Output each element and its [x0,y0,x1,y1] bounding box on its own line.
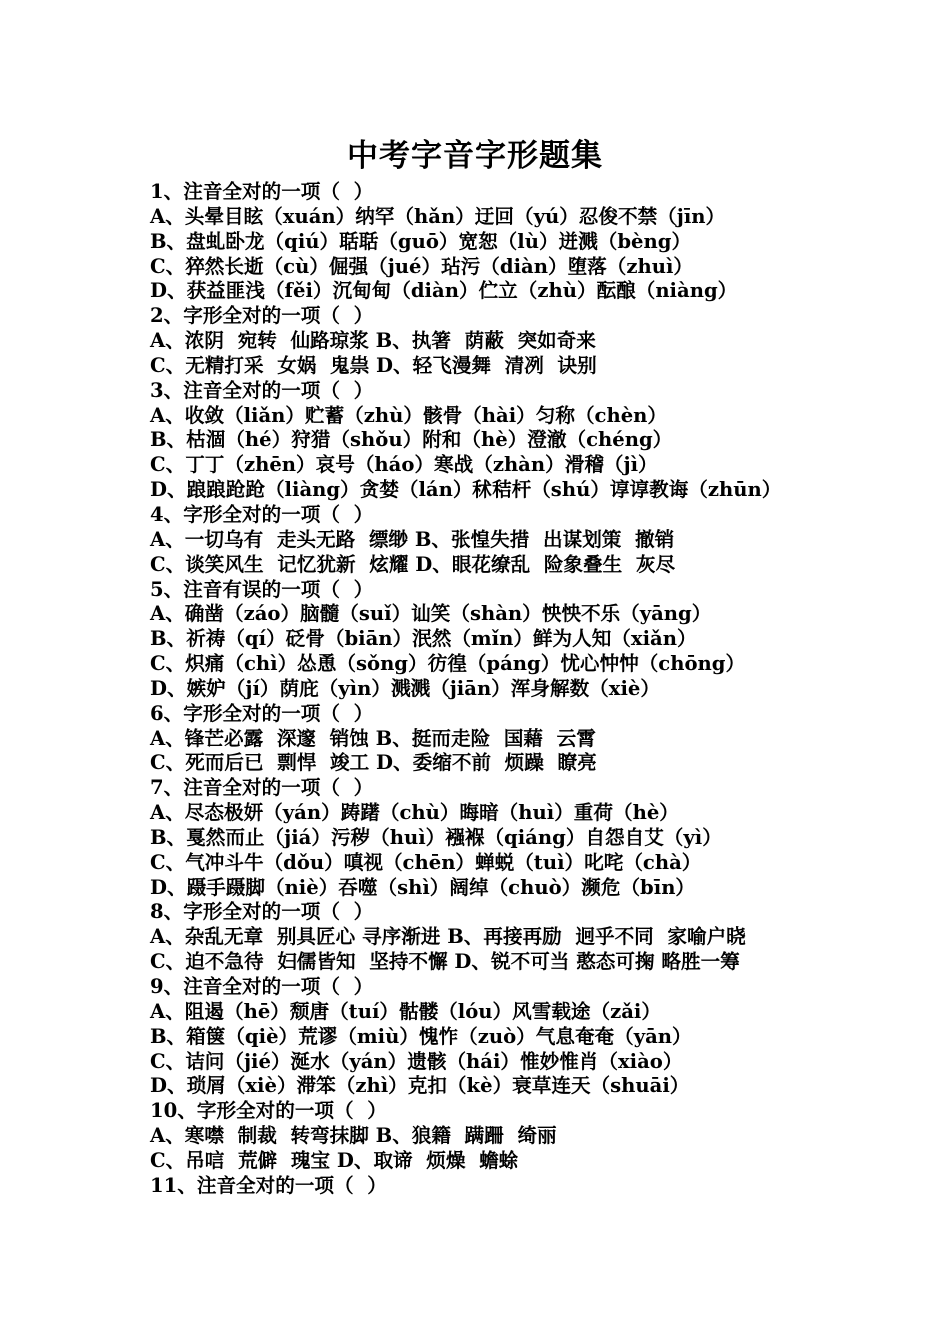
question-line: 4、字形全对的一项（ ） [150,502,374,526]
question-line: B、戛然而止（jiá）污秽（huì）襁褓（qiáng）自怨自艾（yì） [150,825,722,849]
question-line: D、获益匪浅（fěi）沉甸甸（diàn）伫立（zhù）酝酿（niàng） [150,279,738,303]
question-line: 2、字形全对的一项（ ） [150,304,374,328]
question-line: A、收敛（liǎn）贮蓄（zhù）骸骨（hài）匀称（chèn） [150,403,668,427]
question-line: C、丁丁（zhēn）哀号（háo）寒战（zhàn）滑稽（jì） [150,453,658,477]
question-line: 5、注音有误的一项（ ） [150,577,374,601]
question-line: C、死而后已 剽悍 竣工 D、委缩不前 烦躁 瞭亮 [150,751,597,775]
question-line: C、猝然长逝（cù）倔强（jué）玷污（diàn）堕落（zhuì） [150,254,693,278]
question-line: B、盘虬卧龙（qiú）聒聒（guō）宽恕（lù）迸溅（bèng） [150,229,692,253]
question-line: C、迫不急待 妇儒皆知 坚持不懈 D、锐不可当 憨态可掬 略胜一筹 [150,950,740,974]
question-line: 9、注音全对的一项（ ） [150,975,374,998]
question-line: B、箱箧（qiè）荒谬（miù）愧怍（zuò）气息奄奄（yān） [150,1024,692,1048]
question-line: 8、字形全对的一项（ ） [150,900,374,924]
question-line: A、杂乱无章 别具匠心 寻序渐进 B、再接再励 迥乎不同 家喻户晓 [150,925,746,949]
question-line: 7、注音全对的一项（ ） [150,776,374,800]
question-line: 3、注音全对的一项（ ） [150,378,374,402]
question-line: 11、注音全对的一项（ ） [150,1173,387,1197]
question-line: D、蹑手蹑脚（niè）吞噬（shì）阔绰（chuò）濒危（bīn） [150,875,696,899]
question-line: C、炽痛（chì）怂恿（sǒng）彷徨（páng）忧心忡忡（chōng） [150,652,746,676]
question-line: B、祈祷（qí）砭骨（biān）泯然（mǐn）鲜为人知（xiǎn） [150,627,697,651]
question-list [150,180,940,1199]
question-line: C、谈笑风生 记忆犹新 炫耀 D、眼花缭乱 险象叠生 灰尽 [150,552,676,576]
question-line: D、踉踉跄跄（liàng）贪婪（lán）秫秸杆（shú）谆谆教诲（zhūn） [150,478,782,502]
question-line: A、确凿（záo）脑髓（suǐ）讪笑（shàn）怏怏不乐（yāng） [150,602,712,626]
question-line: 1、注音全对的一项（ ） [150,180,374,203]
question-line: A、锋芒必露 深邃 销蚀 B、挺而走险 国藉 云霄 [150,726,596,750]
question-line: A、寒噤 制裁 转弯抹脚 B、狼籍 蹒跚 绮丽 [150,1124,557,1148]
question-line: A、浓阴 宛转 仙路琼浆 B、执箸 荫蔽 突如奇来 [150,329,596,353]
question-line: C、气冲斗牛（dǒu）嗔视（chēn）蝉蜕（tuì）叱咤（chà） [150,850,702,874]
question-line: A、尽态极妍（yán）踌躇（chù）晦暗（huì）重荷（hè） [150,801,679,825]
question-line: D、嫉妒（jí）荫庇（yìn）溅溅（jiān）浑身解数（xiè） [150,676,660,700]
question-line: D、琐屑（xiè）滞笨（zhì）克扣（kè）衰草连天（shuāi） [150,1074,690,1098]
question-line: 10、字形全对的一项（ ） [150,1099,387,1123]
question-line: C、无精打采 女娲 鬼祟 D、轻飞漫舞 清冽 诀别 [150,353,597,377]
page-title: 中考字音字形题集 [347,138,603,174]
question-line: A、阻遏（hē）颓唐（tuí）骷髅（lóu）风雪载途（zǎi） [150,999,661,1023]
question-line: 6、字形全对的一项（ ） [150,701,374,725]
question-line: C、吊唁 荒僻 瑰宝 D、取谛 烦燥 蟾蜍 [150,1148,519,1172]
question-line: A、头晕目眩（xuán）纳罕（hǎn）迂回（yú）忍俊不禁（jīn） [150,204,726,228]
question-line: B、枯涸（hé）狩猎（shǒu）附和（hè）澄澈（chéng） [150,428,673,452]
question-line: A、一切乌有 走头无路 缥缈 B、张惶失措 出谋划策 撤销 [150,527,675,551]
question-line: C、诘问（jié）涎水（yán）遗骸（hái）惟妙惟肖（xiào） [150,1049,683,1073]
